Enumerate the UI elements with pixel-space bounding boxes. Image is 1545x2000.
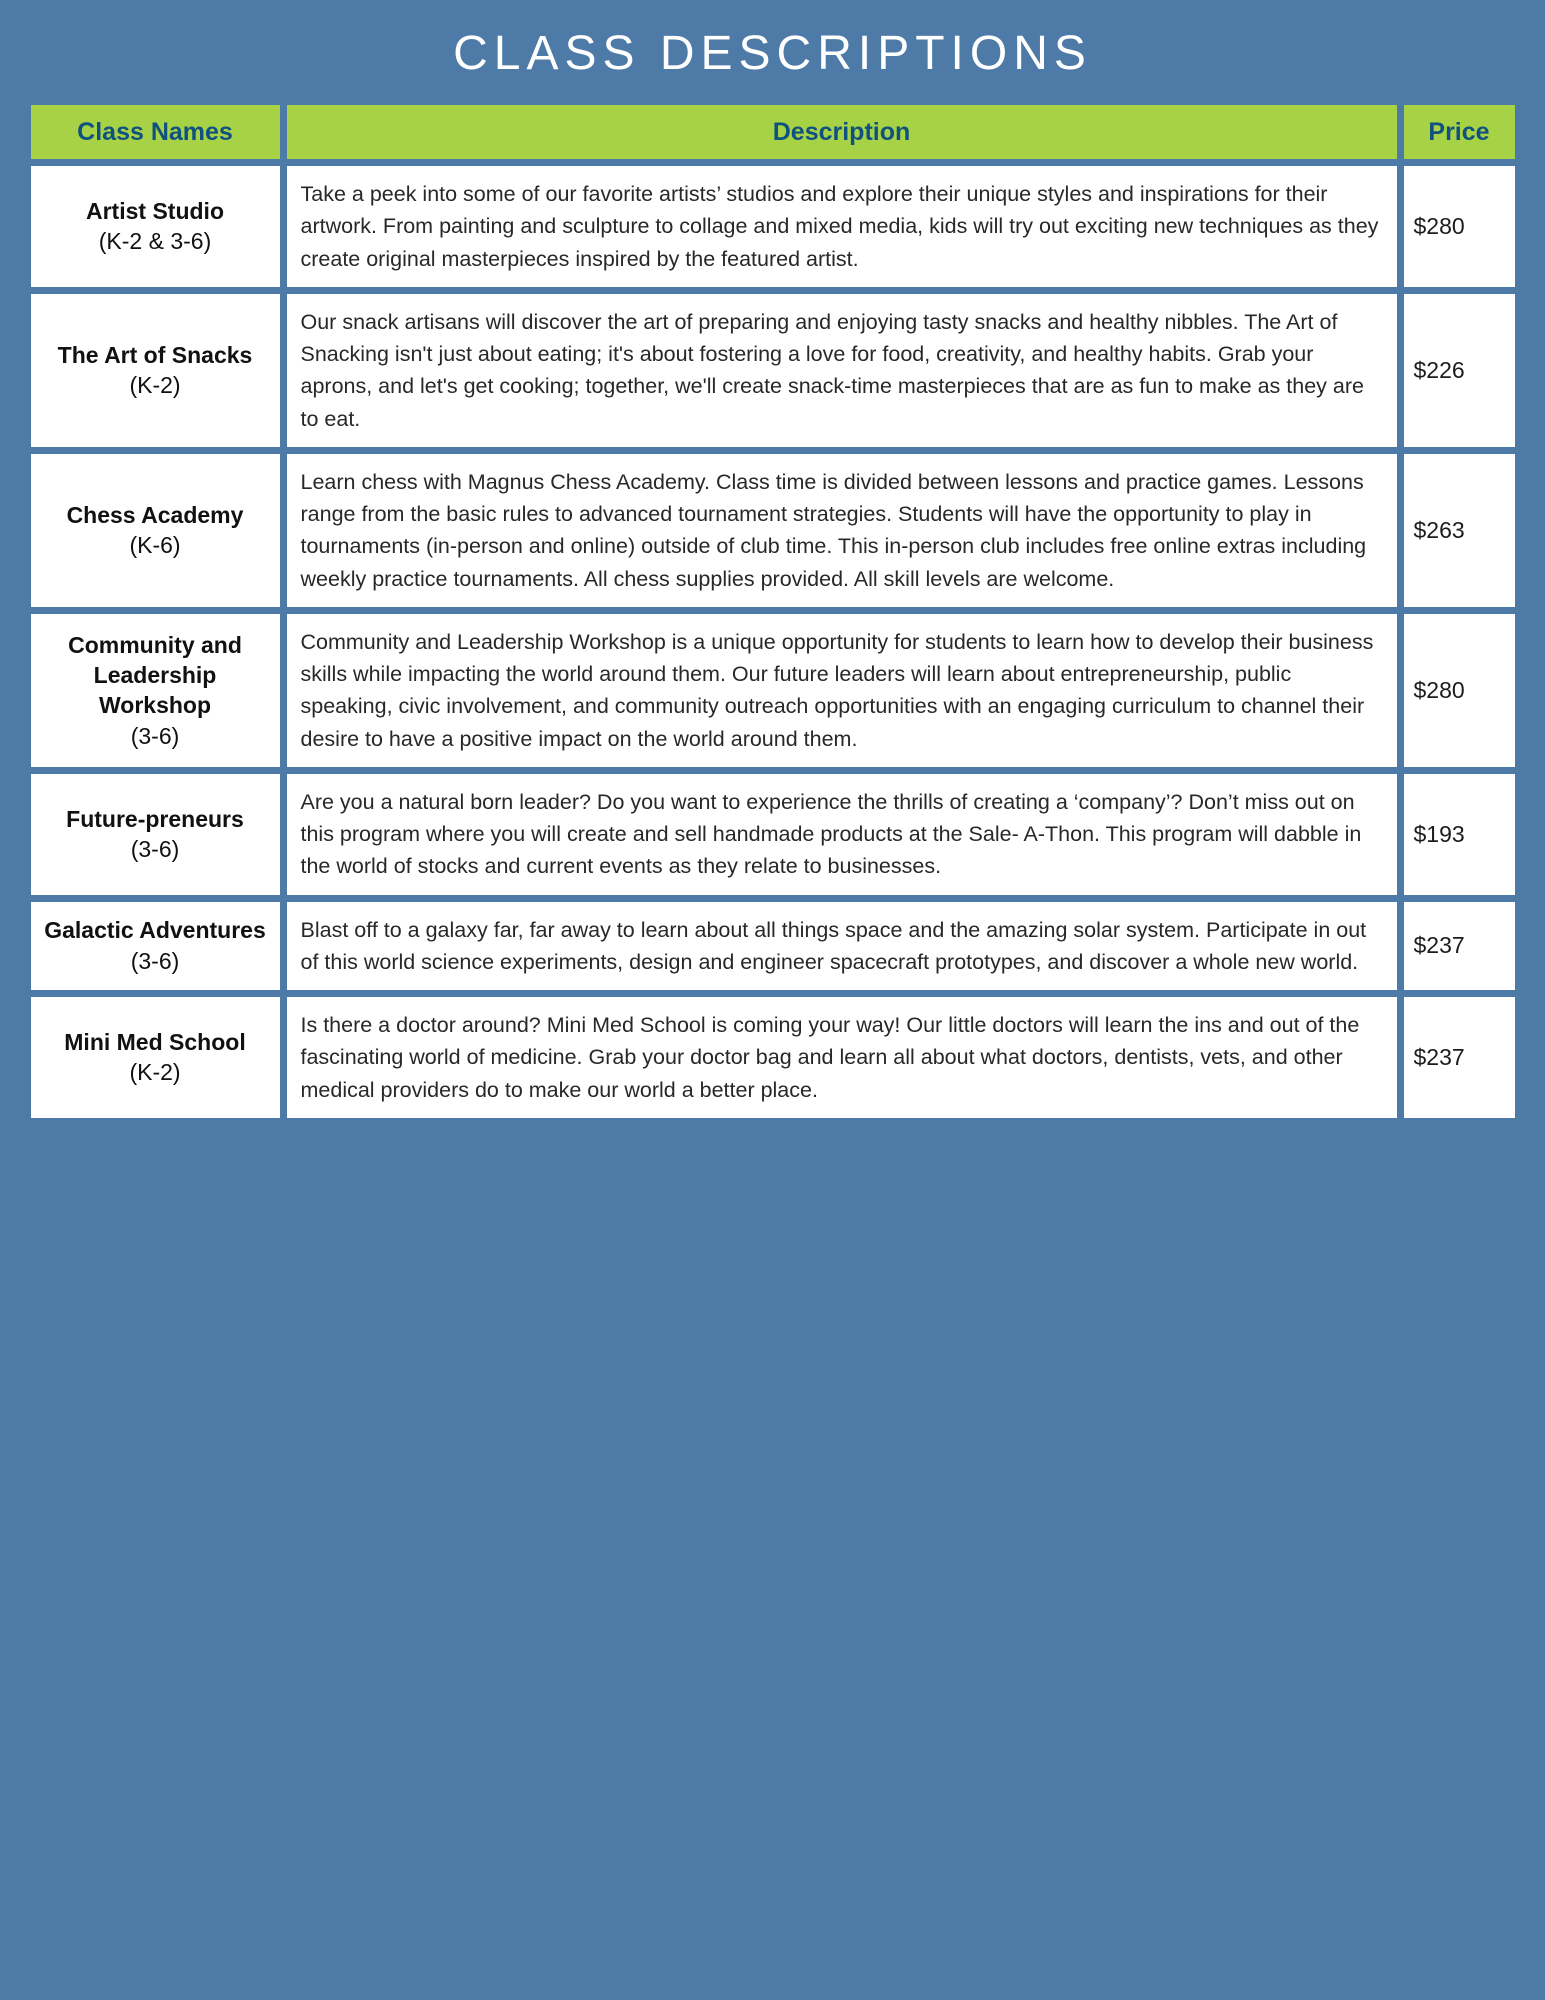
class-name-cell — [27, 610, 283, 770]
class-name-cell — [27, 450, 283, 610]
table-row — [27, 994, 1518, 1122]
class-price: $193 — [1400, 770, 1518, 898]
class-name-cell — [27, 163, 283, 291]
class-name: Galactic Adventures — [44, 917, 266, 944]
class-name: Future-preneurs — [66, 805, 244, 832]
page-title: CLASS DESCRIPTIONS — [453, 27, 1092, 80]
class-price: $226 — [1400, 290, 1518, 450]
class-name: Artist Studio — [86, 198, 224, 225]
class-descriptions-table — [24, 98, 1522, 1125]
class-description: Community and Leadership Workshop is a unique opportunity for students to learn how to develop their business skills while impacting the world around them. Our future leaders will learn about entrepreneurship, public speaking, civic involvement, and community outreach opportunities with an engaging curriculum to channel their desire to have a positive impact on the world around them. — [283, 610, 1400, 770]
class-name-cell — [27, 898, 283, 994]
class-price: $237 — [1400, 994, 1518, 1122]
class-description: Are you a natural born leader? Do you want to experience the thrills of creating a ‘company’? Don’t miss out on this program where you will create and sell handmade products at the Sale- A-Thon. This program will dabble in the world of stocks and current events as they relate to businesses. — [283, 770, 1400, 898]
table-row — [27, 770, 1518, 898]
class-name: Mini Med School — [64, 1029, 246, 1056]
header-row — [27, 102, 1518, 163]
table-row — [27, 898, 1518, 994]
table-row — [27, 290, 1518, 450]
class-grade-range: (K-2 & 3-6) — [98, 228, 212, 255]
class-description: Our snack artisans will discover the art of preparing and enjoying tasty snacks and healthy nibbles. The Art of Snacking isn't just about eating; it's about fostering a love for food, creativity, and healthy habits. Grab your aprons, and let's get cooking; together, we'll create snack-time masterpieces that are as fun to make as they are to eat. — [283, 290, 1400, 450]
class-name: Chess Academy — [66, 501, 244, 528]
class-price: $263 — [1400, 450, 1518, 610]
class-grade-range: (3-6) — [130, 947, 180, 974]
class-name: Community and Leadership Workshop — [68, 631, 242, 719]
class-grade-range: (K-6) — [129, 532, 181, 559]
class-grade-range: (3-6) — [130, 836, 180, 863]
class-grade-range: (3-6) — [130, 722, 180, 749]
class-name-cell — [27, 290, 283, 450]
class-name-cell — [27, 994, 283, 1122]
column-header-price: Price — [1400, 102, 1518, 163]
class-name-cell — [27, 770, 283, 898]
table-row — [27, 450, 1518, 610]
class-price: $237 — [1400, 898, 1518, 994]
class-description: Learn chess with Magnus Chess Academy. Class time is divided between lessons and practice games. Lessons range from the basic rules to advanced tournament strategies. Students will have the opportunity to play in tournaments (in-person and online) outside of club time. This in-person club includes free online extras including weekly practice tournaments. All chess supplies provided. All skill levels are welcome. — [283, 450, 1400, 610]
class-price: $280 — [1400, 610, 1518, 770]
table-row — [27, 163, 1518, 291]
class-name: The Art of Snacks — [57, 341, 253, 368]
class-description: Is there a doctor around? Mini Med School is coming your way! Our little doctors will learn the ins and out of the fascinating world of medicine. Grab your doctor bag and learn all about what doctors, dentists, vets, and other medical providers do to make our world a better place. — [283, 994, 1400, 1122]
table-row — [27, 610, 1518, 770]
class-grade-range: (K-2) — [129, 1059, 181, 1086]
class-description: Take a peek into some of our favorite artists’ studios and explore their unique styles and inspirations for their artwork. From painting and sculpture to collage and mixed media, kids will try out exciting new techniques as they create original masterpieces inspired by the featured artist. — [283, 163, 1400, 291]
column-header-class-names: Class Names — [27, 102, 283, 163]
class-description: Blast off to a galaxy far, far away to learn about all things space and the amazing solar system. Participate in out of this world science experiments, design and engineer spacecraft prototypes, and discover a whole new world. — [283, 898, 1400, 994]
class-grade-range: (K-2) — [129, 372, 181, 399]
class-price: $280 — [1400, 163, 1518, 291]
column-header-description: Description — [283, 102, 1400, 163]
